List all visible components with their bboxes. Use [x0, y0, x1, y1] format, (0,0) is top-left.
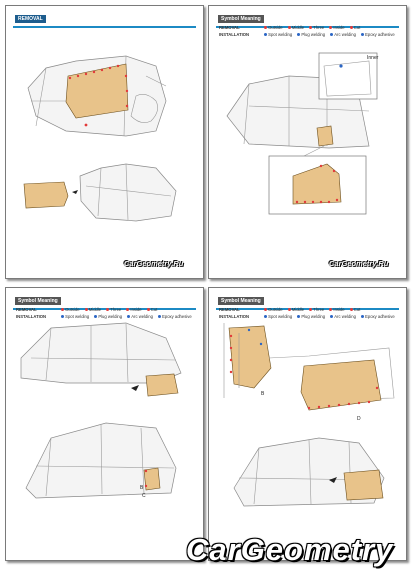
callout-label-c: C [142, 493, 146, 499]
direction-arrow [72, 190, 78, 194]
symbol-header-tag: Symbol Meaning [15, 297, 61, 305]
removal-header-tag: REMOVAL [15, 15, 46, 23]
direction-arrow [131, 385, 139, 391]
callout-label-b: B [140, 485, 144, 491]
callout-label-b: B [261, 391, 265, 397]
installation-diagram [209, 6, 406, 278]
weld-point [145, 485, 147, 487]
upper-body-outline [21, 323, 181, 383]
symbol-row-installation: INSTALLATION Spot welding Plug welding Arc welding Epoxy adhesive [219, 32, 395, 37]
weld-installation-diagram [209, 288, 406, 560]
symbol-row-installation: INSTALLATION Spot welding Plug welding Arc welding Epoxy adhesive [16, 314, 192, 319]
panel-location [317, 126, 333, 146]
symbol-row-removal: REMOVAL Outside Middle Three Inside Cut [219, 25, 361, 30]
symbol-header-tag: Symbol Meaning [218, 297, 264, 305]
separated-panel [344, 470, 383, 500]
removal-diagram [6, 6, 203, 278]
symbol-header-tag: Symbol Meaning [218, 15, 264, 23]
manual-page-2 [208, 5, 407, 279]
symbol-row-removal: REMOVAL Outside Middle Three Inside Cut [219, 307, 361, 312]
symbol-row-installation: INSTALLATION Spot welding Plug welding Arc welding Epoxy adhesive [219, 314, 395, 319]
inner-label: Inner [367, 55, 379, 61]
inner-weld-point [339, 64, 342, 67]
watermark-large: CarGeometry [186, 532, 394, 567]
watermark-small: CarGeometry.Ru [329, 259, 389, 268]
weld-point [145, 470, 147, 472]
symbol-row-removal: REMOVAL Outside Middle Three Inside Cut [16, 307, 158, 312]
manual-page-removal [5, 5, 204, 279]
removed-panel-detail [24, 182, 68, 208]
separated-panel [146, 374, 178, 396]
side-panel-diagram [6, 288, 203, 560]
manual-page-4 [208, 287, 407, 561]
callout-label-d: D [357, 416, 361, 422]
upper-left-panel [229, 326, 271, 388]
watermark-small: CarGeometry.Ru [124, 259, 184, 268]
manual-page-3 [5, 287, 204, 561]
